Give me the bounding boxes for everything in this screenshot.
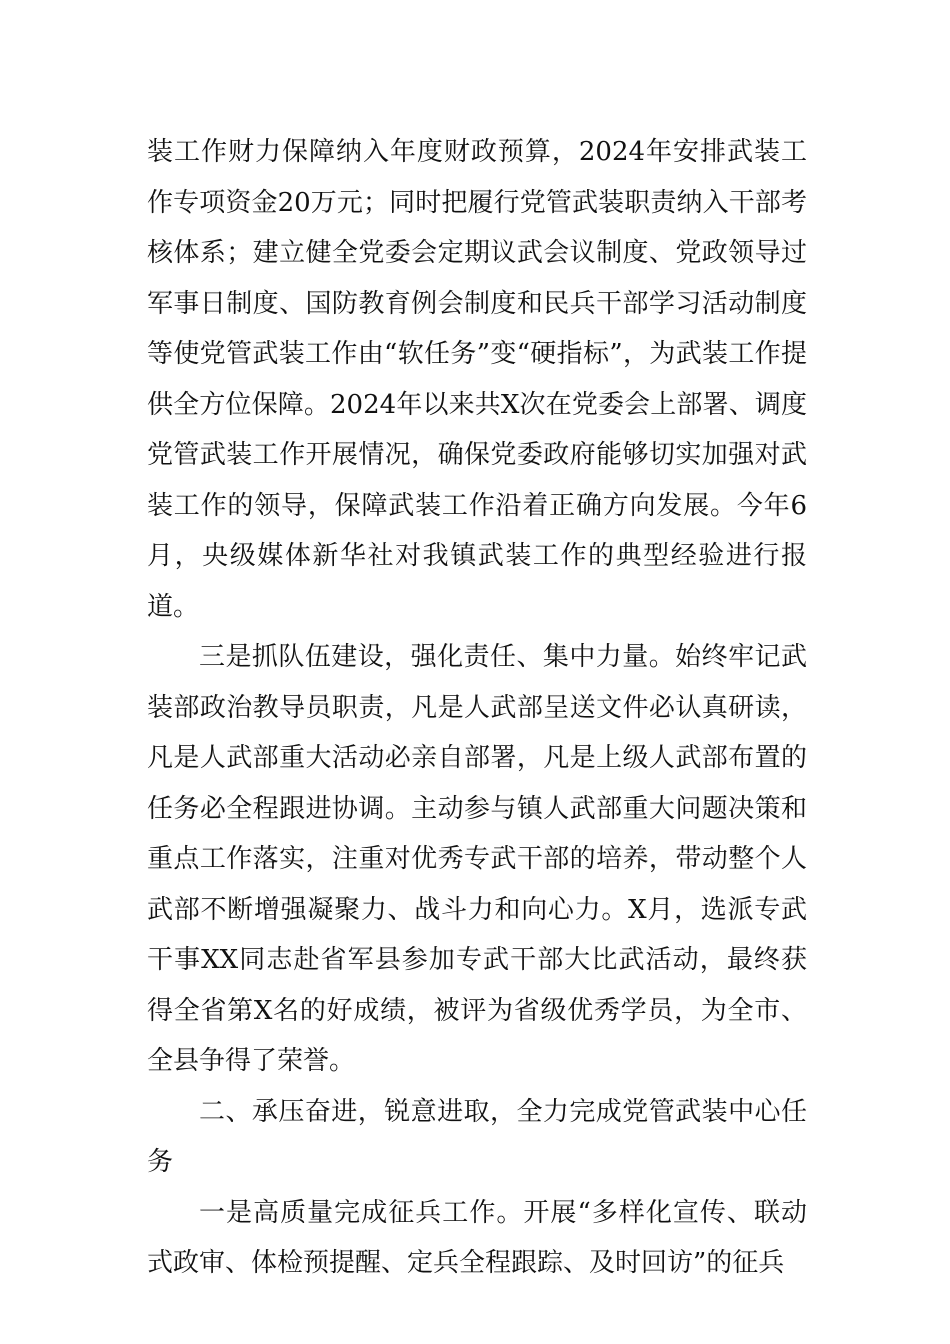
paragraph-armed-forces-funding: 装工作财力保障纳入年度财政预算，2024年安排武装工作专项资金20万元；同时把履行党管武装职责纳入干部考核体系；建立健全党委会定期议武会议制度、党政领导过军事日制度、国防教育例会制度和民兵干部学习活动制度等使党管武装工作由“软任务”变“硬指标”，为武装工作提供全方位保障。2024年以来共X次在党委会上部署、调度党管武装工作开展情况，确保党委政府能够切实加强对武装工作的领导，保障武装工作沿着正确方向发展。今年6月，央级媒体新华社对我镇武装工作的典型经验进行报道。 xyxy=(147,137,807,622)
paragraph-conscription: 一是高质量完成征兵工作。开展“多样化宣传、联动式政审、体检预提醒、定兵全程跟踪、及时回访”的征兵 xyxy=(147,1197,807,1278)
paragraph-team-building: 三是抓队伍建设，强化责任、集中力量。始终牢记武装部政治教导员职责，凡是人武部呈送文件必认真研读，凡是人武部重大活动必亲自部署，凡是上级人武部布置的任务必全程跟进协调。主动参与镇人武部重大问题决策和重点工作落实，注重对优秀专武干部的培养，带动整个人武部不断增强凝聚力、战斗力和向心力。X月，选派专武干事XX同志赴省军县参加专武干部大比武活动，最终获得全省第X名的好成绩，被评为省级优秀学员，为全市、全县争得了荣誉。 xyxy=(147,642,807,1076)
document-body xyxy=(147,127,807,1289)
section-heading-two: 二、承压奋进，锐意进取，全力完成党管武装中心任务 xyxy=(147,1096,807,1177)
